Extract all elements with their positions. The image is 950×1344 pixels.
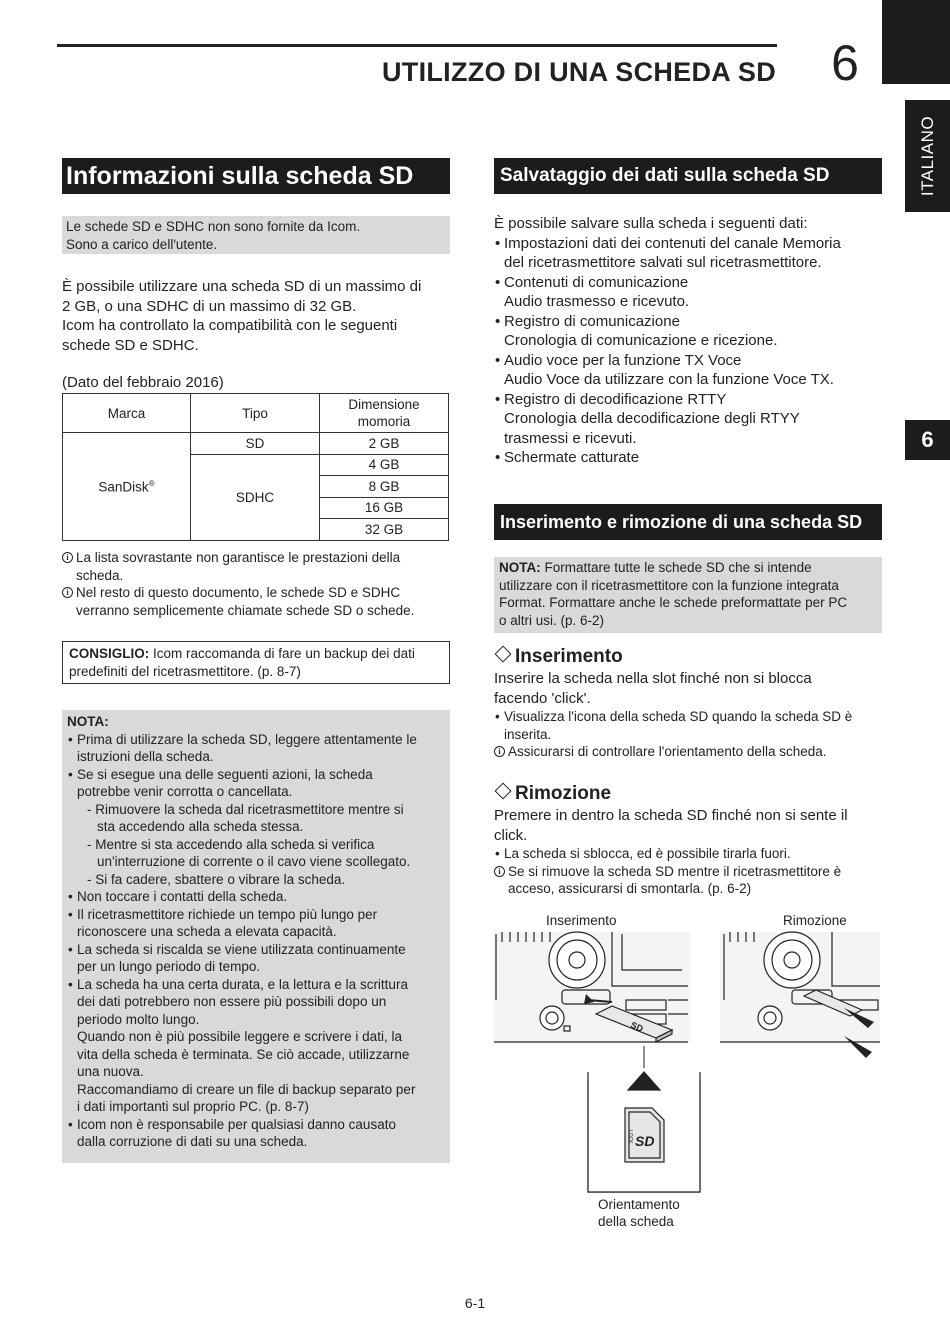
text-line: una nuova. xyxy=(77,1064,144,1079)
table-date: (Dato del febbraio 2016) xyxy=(62,374,224,391)
svg-text:SD: SD xyxy=(635,1133,655,1149)
text-line: periodo molto lungo. xyxy=(77,1011,200,1027)
removal-heading: Rimozione xyxy=(494,783,886,805)
chapter-title: UTILIZZO DI UNA SCHEDA SD xyxy=(382,57,776,87)
text-line: sta accedendo alla scheda stessa. xyxy=(97,819,304,834)
info-icon: i xyxy=(62,552,73,563)
text-line: - Si fa cadere, sbattere o vibrare la scheda. xyxy=(87,871,346,887)
table-type-sd: SD xyxy=(191,433,320,455)
text-line: vita della scheda è terminata. Se ciò accade, utilizzarne xyxy=(77,1046,410,1062)
insertion-section: Inserimento Inserire la scheda nella slot finché non si blocca facendo 'click'. • Visualizza l'icona della scheda SD quando la scheda SD è inserita. i Assicurarsi di controllare l'orientamento della scheda. xyxy=(494,646,886,761)
text-line: • Registro di decodificazione RTTY xyxy=(494,390,884,410)
svg-text:SD: SD xyxy=(629,1019,645,1034)
info-item: i Nel resto di questo documento, le schede SD e SDHC verranno semplicemente chiamate schede SD o schede. xyxy=(62,584,454,619)
diamond-icon xyxy=(495,646,512,663)
table-capacity: 2 GB xyxy=(320,433,449,455)
text-line: • La scheda si riscalda se viene utilizzata continuamente xyxy=(67,941,445,959)
chapter-number: 6 xyxy=(831,35,859,91)
table-capacity: 4 GB xyxy=(320,454,449,476)
text-line: - Mentre si sta accedendo alla scheda si verifica xyxy=(87,836,375,852)
save-data-list: È possibile salvare sulla scheda i seguenti dati: • Impostazioni dati dei contenuti del canale Memoria del ricetrasmettitore salvati sul ricetrasmettitore. • Contenuti di comunicazione Audio trasmesso e ricevuto. • Registro di comunicazione Cronologia di comunicazione e ricezione. • Audio voce per la funzione TX Voce Audio Voce da utilizzare con la funzione Voce TX. • Registro di decodificazione RTTY Cronologia della decodificazione degli RTYY trasmessi e ricevuti. • Schermate catturate xyxy=(494,214,884,468)
figure-caption: Orientamento della scheda xyxy=(598,1197,680,1229)
table-capacity: 16 GB xyxy=(320,497,449,519)
text-line: Audio trasmesso e ricevuto. xyxy=(504,293,690,310)
text-line: riconoscere una scheda a elevata capacità. xyxy=(77,924,337,939)
info-icon: i xyxy=(494,866,505,877)
text-line: dalla corruzione di dati su una scheda. xyxy=(77,1134,308,1149)
text-line: Cronologia di comunicazione e ricezione. xyxy=(504,332,778,349)
text-line: • Schermate catturate xyxy=(494,448,884,468)
text-line: • Registro di comunicazione xyxy=(494,312,884,332)
table-capacity: 32 GB xyxy=(320,519,449,541)
text-line: dei dati potrebbero non essere più possibili dopo un xyxy=(77,994,387,1009)
text-line: Raccomandiamo di creare un file di backup separato per xyxy=(77,1081,416,1097)
nota-box-right: NOTA: Formattare tutte le schede SD che si intende utilizzare con il ricetrasmettitore con la funzione integrata Format. Formattare anche le schede preformattate per PC o altri usi. (p. 6-2) xyxy=(494,557,882,633)
info-icon: i xyxy=(62,587,73,598)
removal-section: Rimozione Premere in dentro la scheda SD finché non si sente il click. • La scheda si sblocca, ed è possibile tirarla fuori. i Se si rimuove la scheda SD mentre il ricetrasmettitore è acceso, assicurarsi di smontarla. (p. 6-2) xyxy=(494,783,886,898)
text-line: i dati importanti sul proprio PC. (p. 8-7) xyxy=(77,1099,309,1114)
table-header-type: Tipo xyxy=(191,394,320,433)
figure-label-insert: Inserimento xyxy=(546,913,617,928)
compatibility-table xyxy=(62,393,449,541)
table-header-brand: Marca xyxy=(63,394,191,433)
text-line: istruzioni della scheda. xyxy=(77,749,214,764)
text-line: Cronologia della decodificazione degli RTYY xyxy=(504,410,800,427)
text-line: trasmessi e ricevuti. xyxy=(504,429,637,447)
chapter-tab-top xyxy=(882,0,950,84)
text-line: - Rimuovere la scheda dal ricetrasmettitore mentre si xyxy=(87,801,404,817)
svg-text:LOCK: LOCK xyxy=(627,1130,633,1144)
text-line: Audio Voce da utilizzare con la funzione Voce TX. xyxy=(504,371,834,388)
tip-box: CONSIGLIO: Icom raccomanda di fare un backup dei dati predefiniti del ricetrasmettitore. (p. 8-7) xyxy=(62,641,450,684)
chapter-side-tab: 6 xyxy=(905,420,950,460)
table-brand-cell: SanDisk® xyxy=(63,433,191,541)
info-icon: i xyxy=(494,746,505,757)
compatibility-paragraph: È possibile utilizzare una scheda SD di un massimo di 2 GB, o una SDHC di un massimo di 32 GB. Icom ha controllato la compatibilità con le seguenti schede SD e SDHC. xyxy=(62,278,422,354)
text-line: un'interruzione di corrente o il cavo viene scollegato. xyxy=(97,854,411,869)
section-title-sd-info: Informazioni sulla scheda SD xyxy=(62,158,450,194)
language-tab: ITALIANO xyxy=(905,100,950,212)
text-line: • Il ricetrasmettitore richiede un tempo più lungo per xyxy=(67,906,445,924)
nota-box-left: NOTA: • Prima di utilizzare la scheda SD, leggere attentamente le istruzioni della scheda. • Se si esegue una delle seguenti azioni, la scheda potrebbe venir corrotta o cancellata. - Rimuovere la scheda dal ricetrasmettitore mentre si sta accedendo alla scheda stessa. - Mentre si sta accedendo alla scheda si verifica un'interruzione di corrente o il cavo viene scollegato. - Si fa cadere, sbattere o vibrare la scheda. • Non toccare i contatti della scheda. • Il ricetrasmettitore richiede un tempo più lungo per riconoscere una scheda a elevata capacità. • La scheda si riscalda se viene utilizzata continuamente per un lungo periodo di tempo. • La scheda ha una certa durata, e la lettura e la scrittura dei dati potrebbero non essere più possibili dopo un periodo molto lungo. Quando non è più possibile leggere e scrivere i dati, la vita della scheda è terminata. Se ciò accade, utilizzarne una nuova. Raccomandiamo di creare un file di backup separato per i dati importanti sul proprio PC. (p. 8-7) • Icom non è responsabile per qualsiasi danno causato dalla corruzione di dati su una scheda. xyxy=(62,710,450,1163)
insertion-heading: Inserimento xyxy=(494,646,886,668)
section-title-insert-remove: Inserimento e rimozione di una scheda SD xyxy=(494,504,882,540)
text-line: del ricetrasmettitore salvati sul ricetrasmettitore. xyxy=(504,254,822,271)
table-type-sdhc: SDHC xyxy=(191,454,320,540)
info-item: i La lista sovrastante non garantisce le prestazioni della scheda. xyxy=(62,549,454,584)
sd-card-illustration xyxy=(492,930,884,1200)
text-line: per un lungo periodo di tempo. xyxy=(77,959,261,974)
text-line: potrebbe venir corrotta o cancellata. xyxy=(77,784,293,799)
text-line: Quando non è più possibile leggere e scrivere i dati, la xyxy=(77,1029,402,1044)
info-notes xyxy=(62,549,454,619)
text-line: • Contenuti di comunicazione xyxy=(494,273,884,293)
text-line: • Prima di utilizzare la scheda SD, leggere attentamente le xyxy=(67,731,445,749)
text-line: • La scheda ha una certa durata, e la lettura e la scrittura xyxy=(67,976,445,994)
text-line: • Non toccare i contatti della scheda. xyxy=(67,888,445,906)
radio-panel-remove xyxy=(720,932,880,1042)
page-number: 6-1 xyxy=(464,1295,486,1311)
orientation-box xyxy=(588,1068,700,1192)
supply-note: Le schede SD e SDHC non sono fornite da Icom. Sono a carico dell'utente. xyxy=(62,216,450,254)
table-header-capacity: Dimensione momoria xyxy=(320,394,449,433)
text-line: • Impostazioni dati dei contenuti del canale Memoria xyxy=(494,234,884,254)
text-line: • Icom non è responsabile per qualsiasi danno causato xyxy=(67,1116,445,1134)
section-title-save-data: Salvataggio dei dati sulla scheda SD xyxy=(494,158,882,194)
header-rule xyxy=(57,44,777,47)
table-capacity: 8 GB xyxy=(320,476,449,498)
text-line: • Se si esegue una delle seguenti azioni, la scheda xyxy=(67,766,445,784)
text-line: • Audio voce per la funzione TX Voce xyxy=(494,351,884,371)
diamond-icon xyxy=(495,783,512,800)
figure-label-remove: Rimozione xyxy=(783,913,847,928)
